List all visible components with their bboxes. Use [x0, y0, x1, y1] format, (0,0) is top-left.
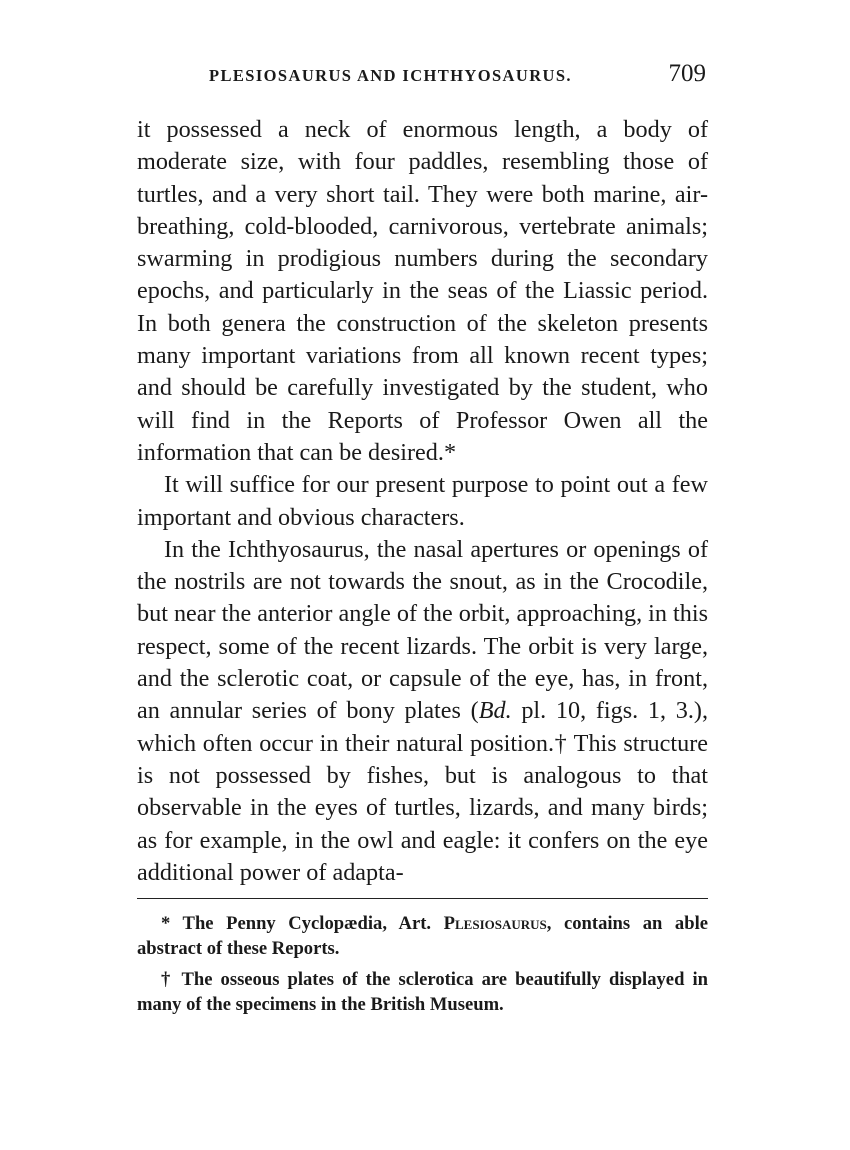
footnote-rule — [137, 898, 708, 899]
footnote-1-tail: , contains an able abstract of these Reports. — [137, 913, 708, 960]
paragraph-1: it possessed a neck of enormous length, a body of moderate size, with four paddles, resembling those of turtles, and a very short tail. They were both marine, air-breathing, cold-blooded, carnivorous, vertebrate animals; swarming in prodigious numbers during the secondary epochs, and particularly in the seas of the Liassic period. In both genera the construction of the skeleton presents many important variations from all known recent types; and should be carefully investigated by the student, who will find in the Reports of Professor Owen all the information that can be desired.* — [137, 116, 708, 466]
footnotes — [137, 911, 708, 1017]
footnote-1-lead: * The Penny Cyclopædia, Art. — [161, 913, 444, 935]
paragraph-3 — [137, 534, 708, 889]
running-head — [137, 58, 708, 94]
footnote-2: † The osseous plates of the sclerotica are beautifully displayed in many of the specimens in the British Museum. — [137, 969, 708, 1016]
paragraph-3-part-2: pl. 10, figs. 1, 3.), which often occur in their natural position.† This structure is not possessed by fishes, but is analogous to that observable in the eyes of turtles, lizards, and many birds; as for example, in the owl and eagle: it confers on the eye additional power of adapta- — [137, 697, 708, 886]
footnote-1-smallcaps: Plesiosaurus — [443, 913, 547, 935]
body-text — [137, 114, 708, 889]
running-title: PLESIOSAURUS AND ICHTHYOSAURUS. — [209, 66, 572, 85]
footnote-1 — [137, 911, 708, 961]
paragraph-3-italic: Bd. — [478, 697, 512, 725]
paragraph-3-part-1: In the Ichthyosaurus, the nasal apertures or openings of the nostrils are not towards the snout, as in the Crocodile, but near the anterior angle of the orbit, approaching, in this respect, some of the recent lizards. The orbit is very large, and the sclerotic coat, or capsule of the eye, has, in front, an annular series of bony plates ( — [137, 535, 708, 725]
paragraph-2: It will suffice for our present purpose to point out a few important and obvious characters. — [137, 471, 708, 531]
page-number: 709 — [668, 60, 706, 87]
book-page — [137, 58, 708, 1023]
